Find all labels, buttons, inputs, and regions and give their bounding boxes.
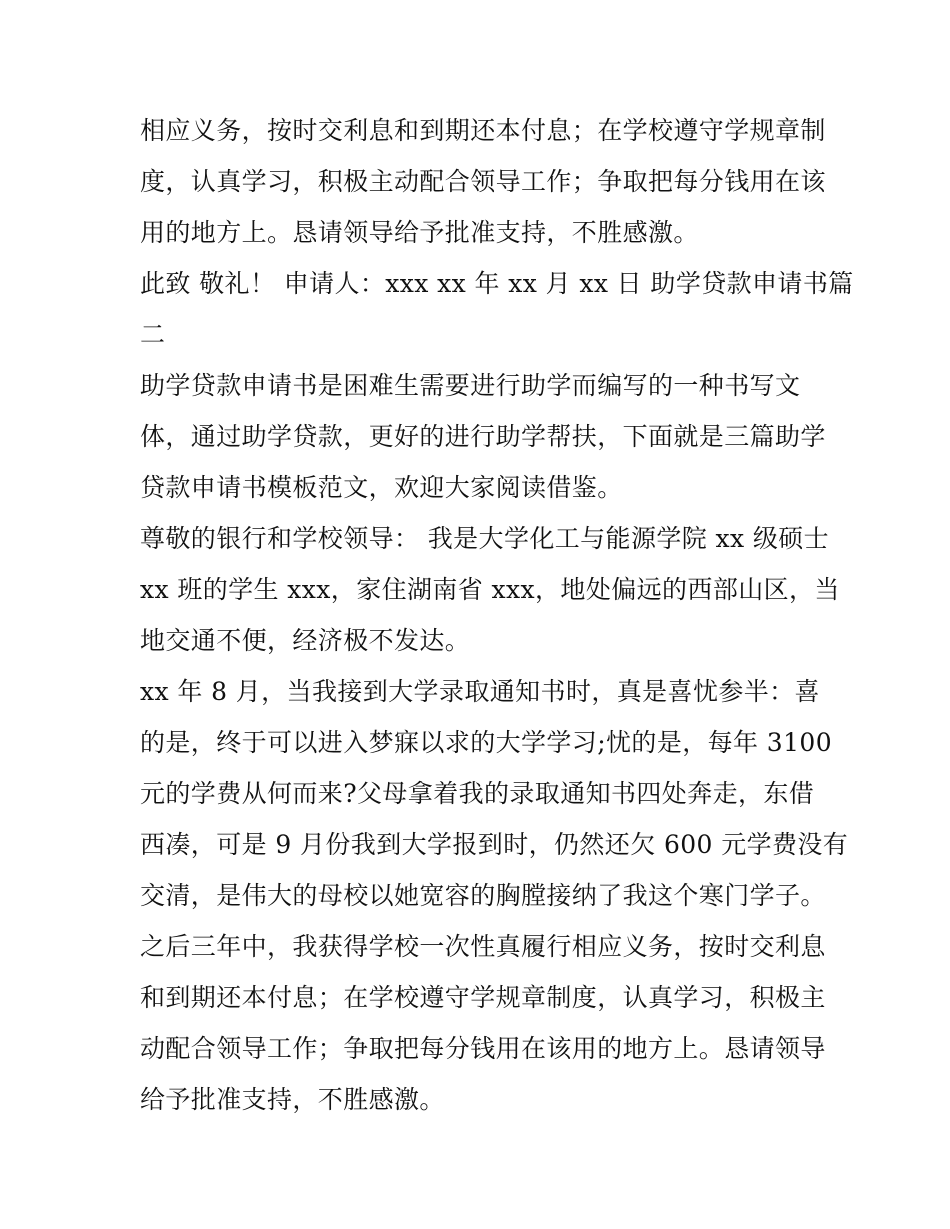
text-line: 体，通过助学贷款，更好的进行助学帮扶，下面就是三篇助学	[140, 422, 826, 451]
text-line: 贷款申请书模板范文，欢迎大家阅读借鉴。	[140, 473, 623, 502]
text-line: 元的学费从何而来?父母拿着我的录取通知书四处奔走，东借	[140, 779, 815, 808]
text-line: xx 班的学生 xxx，家住湖南省 xxx，地处偏远的西部山区，当	[140, 575, 840, 604]
text-line: 二	[140, 320, 166, 349]
text-line: 相应义务，按时交利息和到期还本付息；在学校遵守学规章制	[140, 116, 826, 145]
text-line: 助学贷款申请书是困难生需要进行助学而编写的一种书写文	[140, 371, 801, 400]
text-line: 此致 敬礼！ 申请人：xxx xx 年 xx 月 xx 日 助学贷款申请书篇	[140, 269, 854, 298]
text-line: 和到期还本付息；在学校遵守学规章制度，认真学习，积极主	[140, 983, 826, 1012]
text-line: 尊敬的银行和学校领导： 我是大学化工与能源学院 xx 级硕士	[140, 524, 830, 553]
text-line: 给予批准支持，不胜感激。	[140, 1085, 445, 1114]
text-line: 用的地方上。恳请领导给予批准支持，不胜感激。	[140, 218, 699, 247]
text-line: 之后三年中，我获得学校一次性真履行相应义务，按时交利息	[140, 932, 826, 961]
text-line: 交清，是伟大的母校以她宽容的胸膛接纳了我这个寒门学子。	[140, 881, 826, 910]
text-line: 地交通不便，经济极不发达。	[140, 626, 471, 655]
text-line: 动配合领导工作；争取把每分钱用在该用的地方上。恳请领导	[140, 1034, 826, 1063]
text-line: xx 年 8 月，当我接到大学录取通知书时，真是喜忧参半：喜	[140, 677, 820, 706]
document-body	[140, 105, 854, 1125]
text-line: 度，认真学习，积极主动配合领导工作；争取把每分钱用在该	[140, 167, 826, 196]
text-line: 西凑，可是 9 月份我到大学报到时，仍然还欠 600 元学费没有	[140, 830, 849, 859]
text-line: 的是，终于可以进入梦寐以求的大学学习;忧的是，每年 3100	[140, 728, 832, 757]
